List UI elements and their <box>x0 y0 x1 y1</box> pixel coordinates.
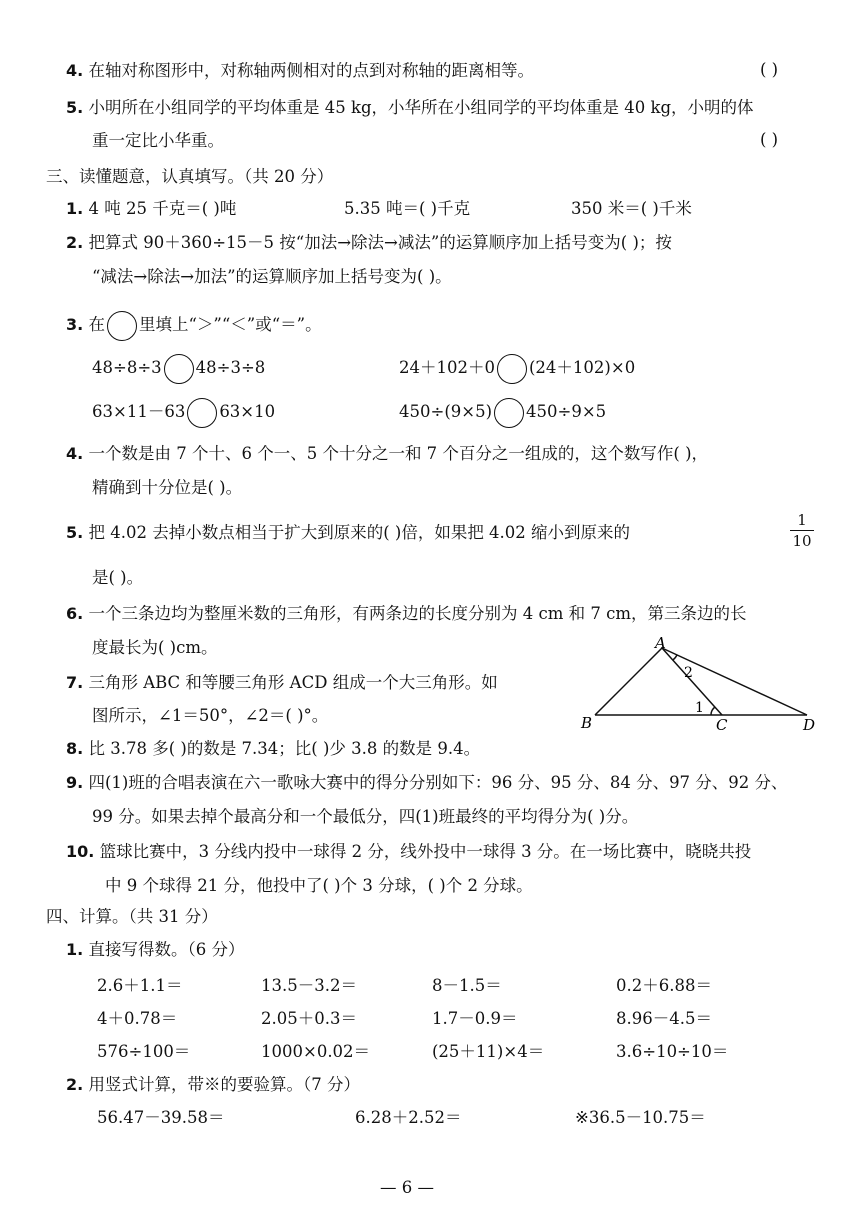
calc-cell: 0.2＋6.88＝ <box>616 976 712 995</box>
compare-circle[interactable] <box>187 398 217 428</box>
q3-6-line1 <box>66 603 746 625</box>
frac-bar <box>790 530 814 531</box>
q3-2-line2: “减法→除法→加法”的运算顺序加上括号变为( )。 <box>92 267 452 286</box>
compare-row-2-right <box>399 397 606 428</box>
q3-7-line1 <box>66 672 498 694</box>
expr: 450÷(9×5) <box>399 402 493 421</box>
compare-circle-icon <box>107 311 137 341</box>
calc-cell: 3.6÷10÷10＝ <box>616 1042 729 1061</box>
question-number: 7. <box>66 673 84 692</box>
answer-paren[interactable]: ( ) <box>760 60 779 79</box>
calc-cell: 1.7－0.9＝ <box>432 1009 518 1028</box>
q3-9-line2: 99 分。如果去掉个最高分和一个最低分，四(1)班最终的平均得分为( )分。 <box>92 807 639 826</box>
question-text: 用竖式计算，带※的要验算。（7 分） <box>88 1075 360 1094</box>
calc-cell: 2.6＋1.1＝ <box>97 976 183 995</box>
question-text: 一个数是由 7 个十、6 个一、5 个十分之一和 7 个百分之一组成的，这个数写作( )， <box>88 444 709 463</box>
blank-b[interactable]: 5.35 吨＝( )千克 <box>344 199 471 218</box>
calc-cell: 8－1.5＝ <box>432 976 502 995</box>
label-A: A <box>655 635 666 652</box>
question-text: 直接写得数。（6 分） <box>88 940 245 959</box>
q4-1-title <box>66 939 244 961</box>
question-text: 三角形 ABC 和等腰三角形 ACD 组成一个大三角形。如 <box>88 673 498 692</box>
frac-denominator: 10 <box>792 532 812 550</box>
intro-pre: 在 <box>88 315 105 334</box>
side-AD <box>662 648 807 715</box>
question-number: 2. <box>66 1075 84 1094</box>
intro-post: 里填上“＞”“＜”或“＝”。 <box>138 315 322 334</box>
compare-row-1-right <box>399 353 635 384</box>
label-angle-2: 2 <box>684 665 693 681</box>
question-text: 一个三条边均为整厘米数的三角形，有两条边的长度分别为 4 cm 和 7 cm，第三条边的长 <box>88 604 747 623</box>
calc-cell: 4＋0.78＝ <box>97 1009 178 1028</box>
section-3-heading: 三、读懂题意，认真填写。（共 20 分） <box>46 167 334 186</box>
q3-3-intro <box>66 310 322 341</box>
compare-row-2-left <box>92 397 275 428</box>
q3-1-line <box>66 198 236 220</box>
side-AC <box>662 648 722 715</box>
angle-1-arc <box>711 707 715 715</box>
q4-2-title <box>66 1074 360 1096</box>
q2-4-line <box>66 60 534 82</box>
question-number: 5. <box>66 98 84 117</box>
question-number: 4. <box>66 61 84 80</box>
label-angle-1: 1 <box>695 700 704 716</box>
q3-6-line2: 度最长为( )cm。 <box>92 638 218 657</box>
calc-cell: (25＋11)×4＝ <box>432 1042 545 1061</box>
q3-10-line1 <box>66 841 751 863</box>
page-number: — 6 — <box>380 1178 434 1197</box>
question-number: 5. <box>66 523 84 542</box>
question-text: 四(1)班的合唱表演在六一歌咏大赛中的得分分别如下：96 分、95 分、84 分、97 分、92 分、 <box>88 773 788 792</box>
expr: 450÷9×5 <box>526 402 607 421</box>
blank-c[interactable]: 350 米＝( )千米 <box>571 199 692 218</box>
question-text: 小明所在小组同学的平均体重是 45 kg，小华所在小组同学的平均体重是 40 kg，小明的体 <box>88 98 754 117</box>
q3-9-line1 <box>66 772 788 794</box>
expr: 48÷8÷3 <box>92 358 162 377</box>
expr: 24＋102＋0 <box>399 358 495 377</box>
q3-4-line2: 精确到十分位是( )。 <box>92 478 243 497</box>
compare-row-1-left <box>92 353 265 384</box>
expr: (24＋102)×0 <box>529 358 636 377</box>
fraction-one-tenth <box>790 511 814 550</box>
vertical-calc-item: 56.47－39.58＝ <box>97 1108 225 1127</box>
question-text: 把 4.02 去掉小数点相当于扩大到原来的( )倍，如果把 4.02 缩小到原来的 <box>88 523 631 542</box>
calc-cell: 1000×0.02＝ <box>261 1042 371 1061</box>
question-text: 把算式 90＋360÷15－5 按“加法→除法→减法”的运算顺序加上括号变为( )；按 <box>88 233 672 252</box>
compare-circle[interactable] <box>497 354 527 384</box>
q3-10-line2: 中 9 个球得 21 分，他投中了( )个 3 分球，( )个 2 分球。 <box>105 876 533 895</box>
question-text: 在轴对称图形中，对称轴两侧相对的点到对称轴的距离相等。 <box>88 61 534 80</box>
q2-5-line2: 重一定比小华重。 <box>92 131 224 150</box>
question-number: 2. <box>66 233 84 252</box>
question-number: 10. <box>66 842 95 861</box>
question-number: 1. <box>66 199 84 218</box>
q3-2-line1 <box>66 232 672 254</box>
q3-5-line1 <box>66 522 630 544</box>
q3-4-line1 <box>66 443 708 465</box>
q3-8-line <box>66 738 480 760</box>
question-number: 9. <box>66 773 84 792</box>
label-B: B <box>581 714 593 732</box>
question-number: 3. <box>66 315 84 334</box>
question-text: 篮球比赛中，3 分线内投中一球得 2 分，线外投中一球得 3 分。在一场比赛中，晓晓共投 <box>99 842 752 861</box>
label-C: C <box>716 716 728 734</box>
expr: 63×11－63 <box>92 402 186 421</box>
question-number: 8. <box>66 739 84 758</box>
label-D: D <box>803 716 816 734</box>
calc-cell: 576÷100＝ <box>97 1042 191 1061</box>
expr: 48÷3÷8 <box>195 358 266 377</box>
frac-numerator: 1 <box>797 511 807 529</box>
q3-5-line2: 是( )。 <box>92 568 144 587</box>
expr: 63×10 <box>219 402 276 421</box>
vertical-calc-item: 6.28＋2.52＝ <box>355 1108 462 1127</box>
q2-5-line1 <box>66 97 754 119</box>
compare-circle[interactable] <box>494 398 524 428</box>
section-4-heading: 四、计算。（共 31 分） <box>46 907 218 926</box>
question-text: 比 3.78 多( )的数是 7.34；比( )少 3.8 的数是 9.4。 <box>88 739 481 758</box>
compare-circle[interactable] <box>164 354 194 384</box>
angle-2-arc <box>673 655 677 660</box>
question-number: 1. <box>66 940 84 959</box>
answer-paren[interactable]: ( ) <box>760 130 779 149</box>
vertical-calc-item: ※36.5－10.75＝ <box>575 1108 706 1127</box>
question-number: 4. <box>66 444 84 463</box>
calc-cell: 8.96－4.5＝ <box>616 1009 712 1028</box>
blank-a[interactable]: 4 吨 25 千克＝( )吨 <box>88 199 237 218</box>
q3-7-line2: 图所示，∠1＝50°，∠2＝( )°。 <box>92 706 329 725</box>
calc-cell: 13.5－3.2＝ <box>261 976 357 995</box>
triangle-figure <box>575 635 835 735</box>
question-number: 6. <box>66 604 84 623</box>
side-AB <box>595 648 662 715</box>
calc-cell: 2.05＋0.3＝ <box>261 1009 357 1028</box>
